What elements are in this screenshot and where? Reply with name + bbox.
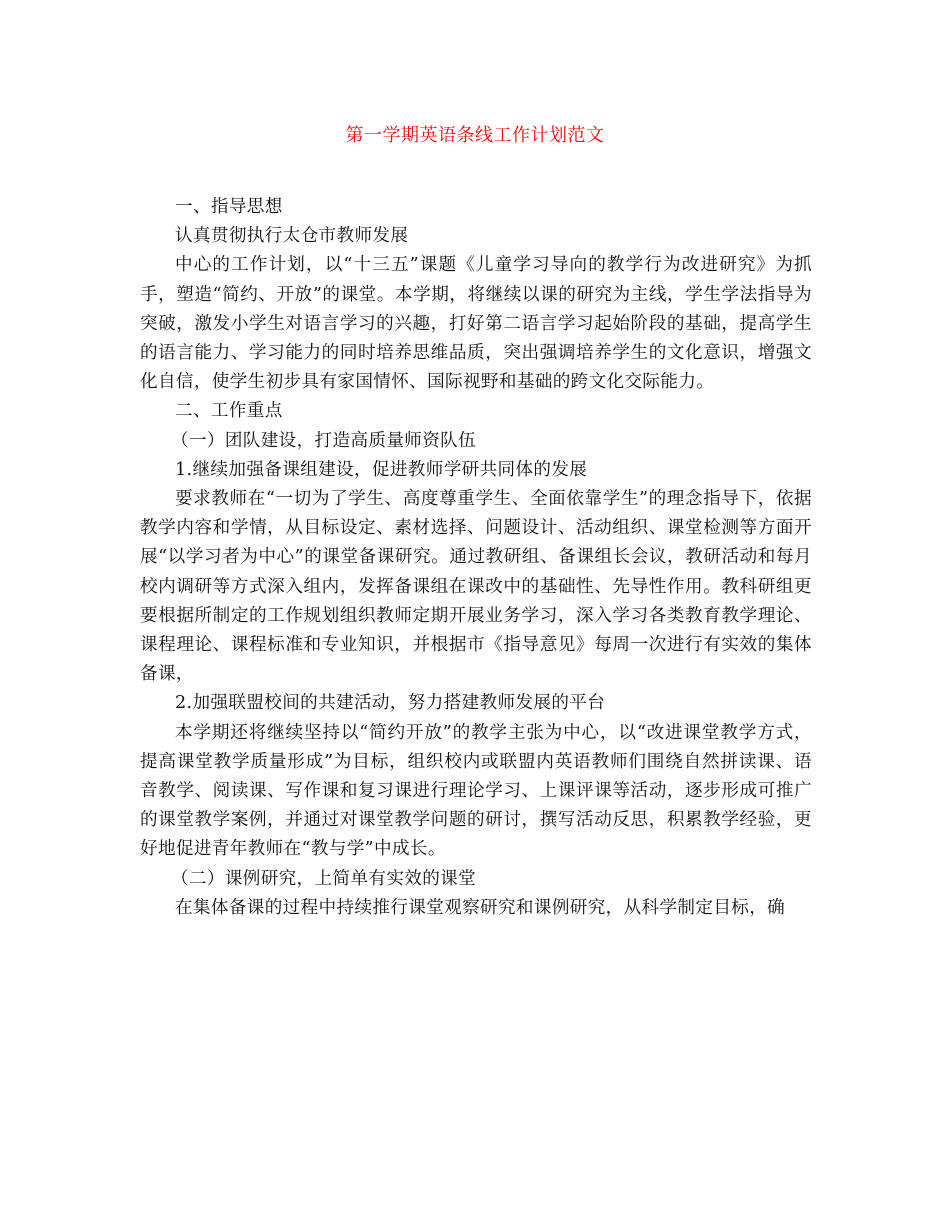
subsection-heading: 2.加强联盟校间的共建活动，努力搭建教师发展的平台: [175, 693, 606, 714]
subsection-heading: 1.继续加强备课组建设，促进教师学研共同体的发展: [175, 459, 588, 480]
paragraph: 中心的工作计划，以“十三五”课题《儿童学习导向的教学行为改进研究》为抓手，塑造“简约、开放”的课堂。本学期，将继续以课的研究为主线，学生学法指导为突破，激发小学生对语言学习的兴趣，打好第二语言学习起始阶段的基础，提高学生的语言能力、学习能力的同时培养思维品质，突出强调培养学生的文化意识，增强文化自信，使学生初步具有家国情怀、国际视野和基础的跨文化交际能力。: [140, 255, 812, 393]
paragraph: 认真贯彻执行太仓市教师发展: [175, 226, 409, 247]
section-heading: 一、指导思想: [175, 197, 283, 217]
paragraph: 本学期还将继续坚持以“简约开放”的教学主张为中心，以“改进课堂教学方式，提高课堂教学质量形成”为目标，组织校内或联盟内英语教师们围绕自然拼读课、语音教学、阅读课、写作课和复习课进行理论学习、上课评课等活动，逐步形成可推广的课堂教学案例，并通过对课堂教学问题的研讨，撰写活动反思，积累教学经验，更好地促进青年教师在“教与学”中成长。: [140, 722, 812, 860]
subsection-heading: （一）团队建设，打造高质量师资队伍: [171, 430, 477, 451]
paragraph: 在集体备课的过程中持续推行课堂观察研究和课例研究，从科学制定目标，确: [175, 897, 786, 918]
document-body: [140, 193, 812, 923]
paragraph: 要求教师在“一切为了学生、高度尊重学生、全面依靠学生”的理念指导下，依据教学内容和学情，从目标设定、素材选择、问题设计、活动组织、课堂检测等方面开展“以学习者为中心”的课堂备课研究。通过教研组、备课组长会议，教研活动和每月校内调研等方式深入组内，发挥备课组在课改中的基础性、先导性作用。教科研组更要根据所制定的工作规划组织教师定期开展业务学习，深入学习各类教育教学理论、课程理论、课程标准和专业知识，并根据市《指导意见》每周一次进行有实效的集体备课，: [140, 489, 812, 685]
document-title: 第一学期英语条线工作计划范文: [345, 125, 605, 146]
subsection-heading: （二）课例研究，上简单有实效的课堂: [171, 868, 477, 889]
section-heading: 二、工作重点: [175, 401, 283, 422]
